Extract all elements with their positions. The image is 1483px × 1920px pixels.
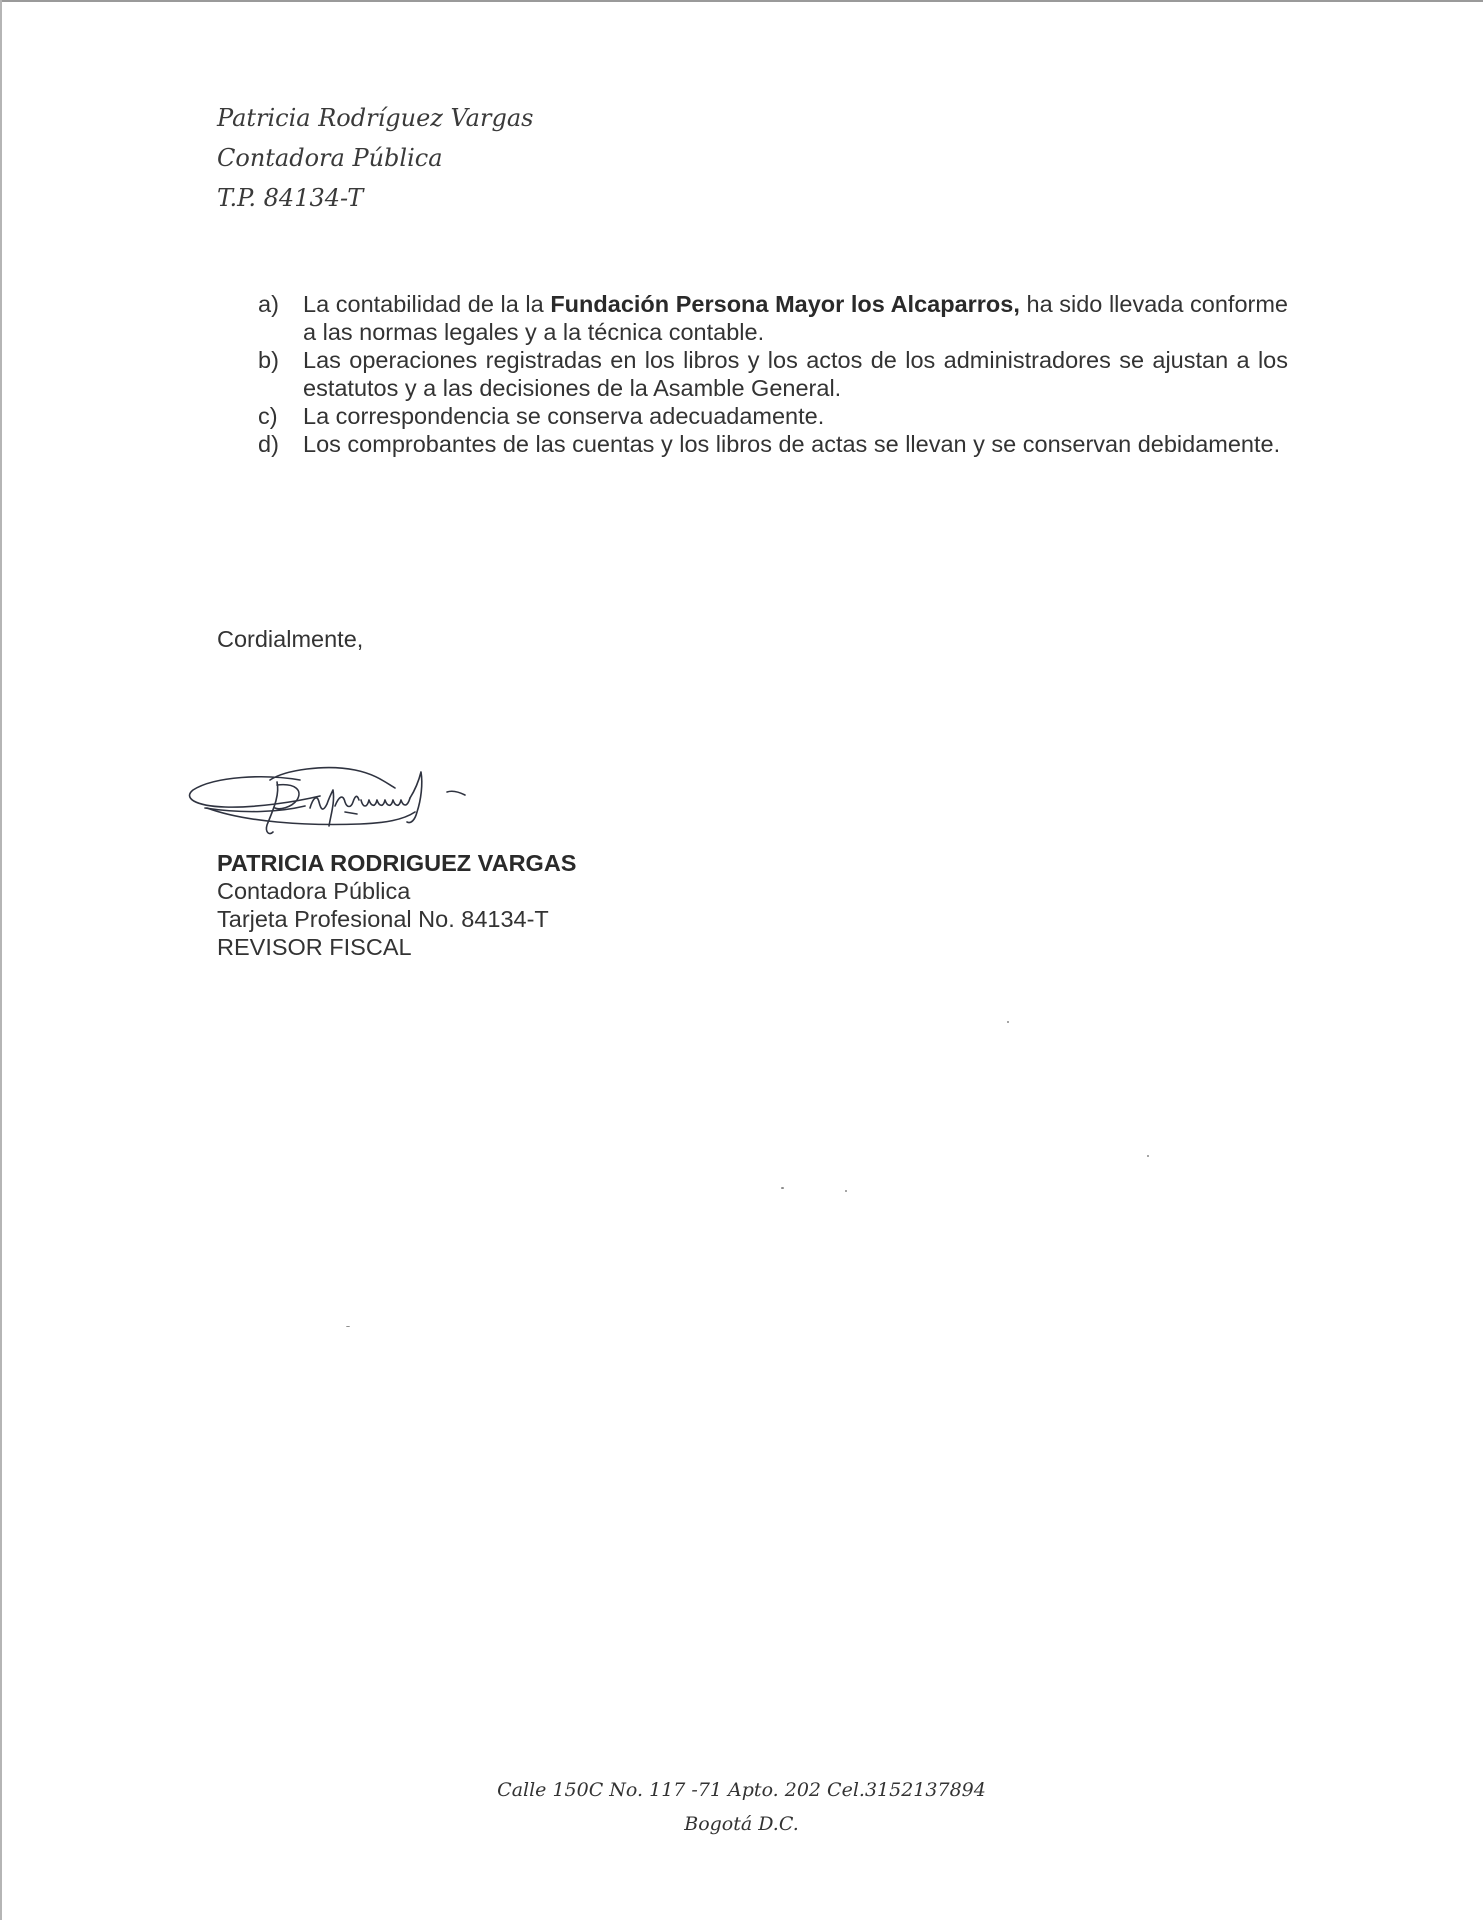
scan-speck	[781, 1187, 784, 1189]
page-edge-top	[0, 0, 1483, 2]
letterhead-title: Contadora Pública	[217, 144, 443, 172]
list-marker: c)	[258, 403, 278, 429]
list-item	[258, 346, 1288, 402]
page-edge-left	[0, 0, 2, 1920]
letterhead-name: Patricia Rodríguez Vargas	[217, 104, 534, 132]
item-text: Las operaciones registradas en los libros y los actos de los administradores se ajustan a los estatutos y a las decisiones de la Asamble General.	[303, 347, 1288, 401]
item-text: Los comprobantes de las cuentas y los libros de actas se llevan y se conservan debidamente.	[303, 431, 1281, 457]
item-text-after: ha sido llevada conforme a las normas legales y a la técnica contable.	[303, 291, 1288, 345]
scan-speck	[845, 1190, 847, 1192]
signer-name: PATRICIA RODRIGUEZ VARGAS	[217, 850, 577, 876]
list-item	[258, 430, 1288, 458]
list-marker: d)	[258, 431, 279, 457]
item-text: La correspondencia se conserva adecuadamente.	[303, 403, 825, 429]
signer-license: Tarjeta Profesional No. 84134-T	[217, 906, 549, 932]
item-text-before: La contabilidad de la la	[303, 291, 551, 317]
list-marker: a)	[258, 291, 279, 317]
letterhead	[217, 98, 533, 218]
footer	[0, 1773, 1483, 1841]
handwritten-signature	[185, 750, 515, 850]
closing: Cordialmente,	[217, 626, 364, 652]
scan-speck	[346, 1326, 350, 1327]
certification-list	[258, 290, 1288, 458]
signer-title: Contadora Pública	[217, 878, 411, 904]
list-item	[258, 402, 1288, 430]
signer-role: REVISOR FISCAL	[217, 934, 412, 960]
letterhead-license: T.P. 84134-T	[217, 184, 364, 212]
scan-speck	[1007, 1021, 1009, 1023]
list-marker: b)	[258, 347, 279, 373]
list-item	[258, 290, 1288, 346]
foundation-name: Fundación Persona Mayor los Alcaparros,	[550, 291, 1020, 317]
footer-address: Calle 150C No. 117 -71 Apto. 202 Cel.3152137894	[497, 1779, 986, 1801]
signer-block	[217, 849, 576, 961]
footer-city: Bogotá D.C.	[684, 1813, 799, 1835]
scan-speck	[1147, 1155, 1149, 1157]
